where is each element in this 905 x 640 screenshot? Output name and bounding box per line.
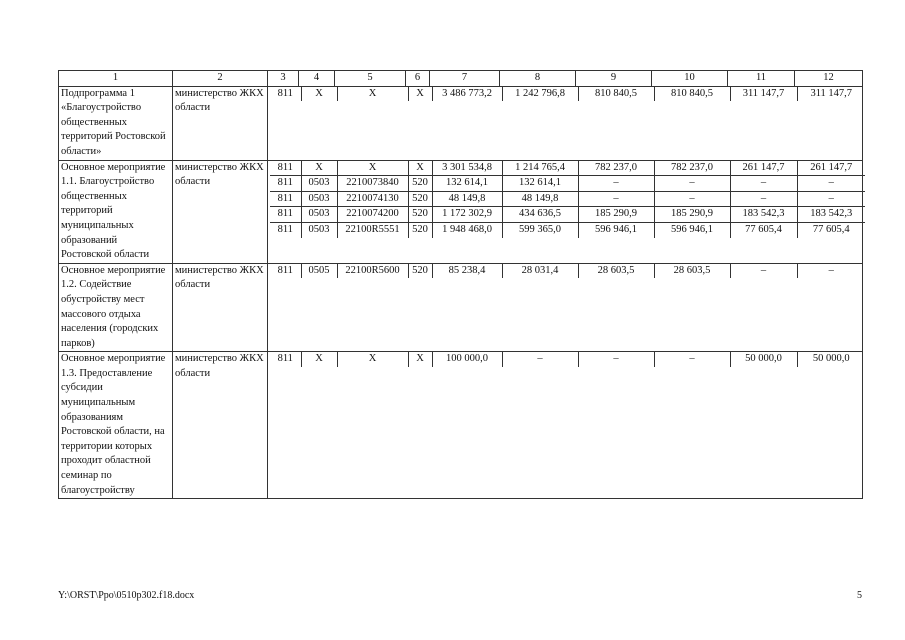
value-cell-col-10: – (654, 176, 730, 192)
value-cell-col-4: 0503 (301, 222, 337, 237)
executor-cell: министерство ЖКХ области (173, 263, 268, 352)
value-cell-col-6: 520 (408, 176, 432, 192)
value-cell-col-10: 28 603,5 (654, 264, 730, 279)
budget-line (270, 352, 865, 367)
budget-line (270, 222, 865, 237)
value-cell-col-3: 811 (277, 264, 293, 276)
value-cell-col-5: Х (337, 87, 408, 102)
budget-line (270, 191, 865, 207)
budget-line (270, 264, 865, 279)
table-row (59, 352, 863, 499)
budget-line (270, 87, 865, 102)
value-cell-col-11: 261 147,7 (730, 161, 797, 176)
value-cell-col-5: 2210073840 (337, 176, 408, 192)
value-cell-col-10: – (654, 352, 730, 367)
column-header-3: 3 (268, 71, 299, 87)
value-cell-col-9: 596 946,1 (578, 222, 654, 237)
value-cell-col-3: 811 (277, 87, 293, 99)
value-cell-col-11: 77 605,4 (730, 222, 797, 237)
value-cell-col-6: 520 (408, 191, 432, 207)
table-row (59, 86, 863, 160)
column-header-7: 7 (430, 71, 500, 87)
column-header-4: 4 (299, 71, 335, 87)
value-cell-col-11: 50 000,0 (730, 352, 797, 367)
value-cell-col-12: 50 000,0 (797, 352, 865, 367)
value-cell-col-6: Х (408, 161, 432, 176)
value-cell-col-11: – (730, 264, 797, 279)
value-cell-col-8: 434 636,5 (502, 207, 578, 223)
value-cell-col-3: 811 (270, 222, 301, 237)
value-cell-col-11: 311 147,7 (730, 87, 797, 102)
value-cell-col-9: – (578, 352, 654, 367)
value-cell-col-7: 132 614,1 (432, 176, 502, 192)
value-cell-col-9: 185 290,9 (578, 207, 654, 223)
program-name-cell: Основное мероприятие 1.2. Содействие обустройству мест массового отдыха населения (городских парков) (59, 263, 173, 352)
program-name-cell: Основное мероприятие 1.1. Благоустройство общественных территорий муниципальных образований Ростовской области (59, 160, 173, 263)
budget-lines-cell (268, 352, 863, 499)
value-cell-col-8: – (502, 352, 578, 367)
value-cell-col-4: 0503 (301, 176, 337, 192)
column-header-5: 5 (335, 71, 406, 87)
value-cell-col-4: Х (301, 352, 337, 367)
value-cell-col-5: Х (337, 352, 408, 367)
budget-line (270, 207, 865, 223)
budget-lines-table (270, 87, 865, 102)
value-cell-col-8: 48 149,8 (502, 191, 578, 207)
value-cell-col-4: 0503 (301, 207, 337, 223)
budget-lines-table (270, 264, 865, 279)
column-header-8: 8 (500, 71, 576, 87)
value-cell-col-11: – (730, 191, 797, 207)
executor-cell: министерство ЖКХ области (173, 352, 268, 499)
value-cell-col-5: Х (337, 161, 408, 176)
executor-cell: министерство ЖКХ области (173, 160, 268, 263)
column-header-9: 9 (576, 71, 652, 87)
column-header-row (59, 71, 863, 87)
budget-table (58, 70, 863, 499)
value-cell-col-11: 183 542,3 (730, 207, 797, 223)
value-cell-col-3: 811 (270, 191, 301, 207)
value-cell-col-10: 782 237,0 (654, 161, 730, 176)
table-row (59, 263, 863, 352)
value-cell-col-8: 28 031,4 (502, 264, 578, 279)
value-cell-col-4: Х (301, 87, 337, 102)
budget-line (270, 161, 865, 176)
value-cell-col-3: 811 (277, 161, 293, 173)
footer-file-path: Y:\ORST\Ppo\0510p302.f18.docx (58, 590, 195, 601)
value-cell-col-7: 3 301 534,8 (432, 161, 502, 176)
value-cell-col-7: 1 948 468,0 (432, 222, 502, 237)
value-cell-col-3: 811 (270, 207, 301, 223)
value-cell-col-8: 1 242 796,8 (502, 87, 578, 102)
column-header-6: 6 (406, 71, 430, 87)
value-cell-col-3: 811 (270, 176, 301, 192)
value-cell-col-10: 810 840,5 (654, 87, 730, 102)
value-cell-col-9: 810 840,5 (578, 87, 654, 102)
column-header-12: 12 (795, 71, 863, 87)
value-cell-col-12: – (797, 176, 865, 192)
value-cell-col-6: 520 (408, 222, 432, 237)
budget-line (270, 176, 865, 192)
value-cell-col-12: 183 542,3 (797, 207, 865, 223)
value-cell-col-6: Х (408, 87, 432, 102)
value-cell-col-9: – (578, 191, 654, 207)
budget-lines-cell (268, 86, 863, 160)
table-body (59, 86, 863, 499)
footer-page-number: 5 (857, 590, 862, 601)
value-cell-col-5: 22100R5600 (337, 264, 408, 279)
value-cell-col-7: 48 149,8 (432, 191, 502, 207)
budget-lines-table (270, 161, 865, 238)
value-cell-col-11: – (730, 176, 797, 192)
value-cell-col-10: 185 290,9 (654, 207, 730, 223)
value-cell-col-5: 2210074200 (337, 207, 408, 223)
value-cell-col-7: 1 172 302,9 (432, 207, 502, 223)
value-cell-col-8: 1 214 765,4 (502, 161, 578, 176)
program-name-cell: Подпрограмма 1 «Благоустройство общественных территорий Ростовской области» (59, 86, 173, 160)
value-cell-col-12: – (797, 191, 865, 207)
column-header-10: 10 (652, 71, 728, 87)
value-cell-col-3: 811 (277, 353, 293, 365)
value-cell-col-10: 596 946,1 (654, 222, 730, 237)
budget-lines-table (270, 352, 865, 367)
value-cell-col-4: 0505 (301, 264, 337, 279)
value-cell-col-8: 599 365,0 (502, 222, 578, 237)
budget-lines-cell (268, 263, 863, 352)
budget-lines-cell (268, 160, 863, 263)
table-row (59, 160, 863, 263)
value-cell-col-9: 28 603,5 (578, 264, 654, 279)
value-cell-col-4: 0503 (301, 191, 337, 207)
value-cell-col-9: 782 237,0 (578, 161, 654, 176)
value-cell-col-7: 100 000,0 (432, 352, 502, 367)
value-cell-col-7: 3 486 773,2 (432, 87, 502, 102)
column-header-11: 11 (728, 71, 795, 87)
value-cell-col-6: Х (408, 352, 432, 367)
value-cell-col-5: 2210074130 (337, 191, 408, 207)
value-cell-col-12: 261 147,7 (797, 161, 865, 176)
value-cell-col-8: 132 614,1 (502, 176, 578, 192)
value-cell-col-6: 520 (408, 207, 432, 223)
value-cell-col-12: – (797, 264, 865, 279)
column-header-1: 1 (59, 71, 173, 87)
value-cell-col-12: 77 605,4 (797, 222, 865, 237)
value-cell-col-6: 520 (408, 264, 432, 279)
value-cell-col-10: – (654, 191, 730, 207)
program-name-cell: Основное мероприятие 1.3. Предоставление субсидии муниципальным образованиям Ростовской области, на территории которых проходит областной семинар по благоустройству (59, 352, 173, 499)
column-header-2: 2 (173, 71, 268, 87)
value-cell-col-5: 22100R5551 (337, 222, 408, 237)
value-cell-col-9: – (578, 176, 654, 192)
value-cell-col-4: Х (301, 161, 337, 176)
value-cell-col-7: 85 238,4 (432, 264, 502, 279)
value-cell-col-12: 311 147,7 (797, 87, 865, 102)
executor-cell: министерство ЖКХ области (173, 86, 268, 160)
